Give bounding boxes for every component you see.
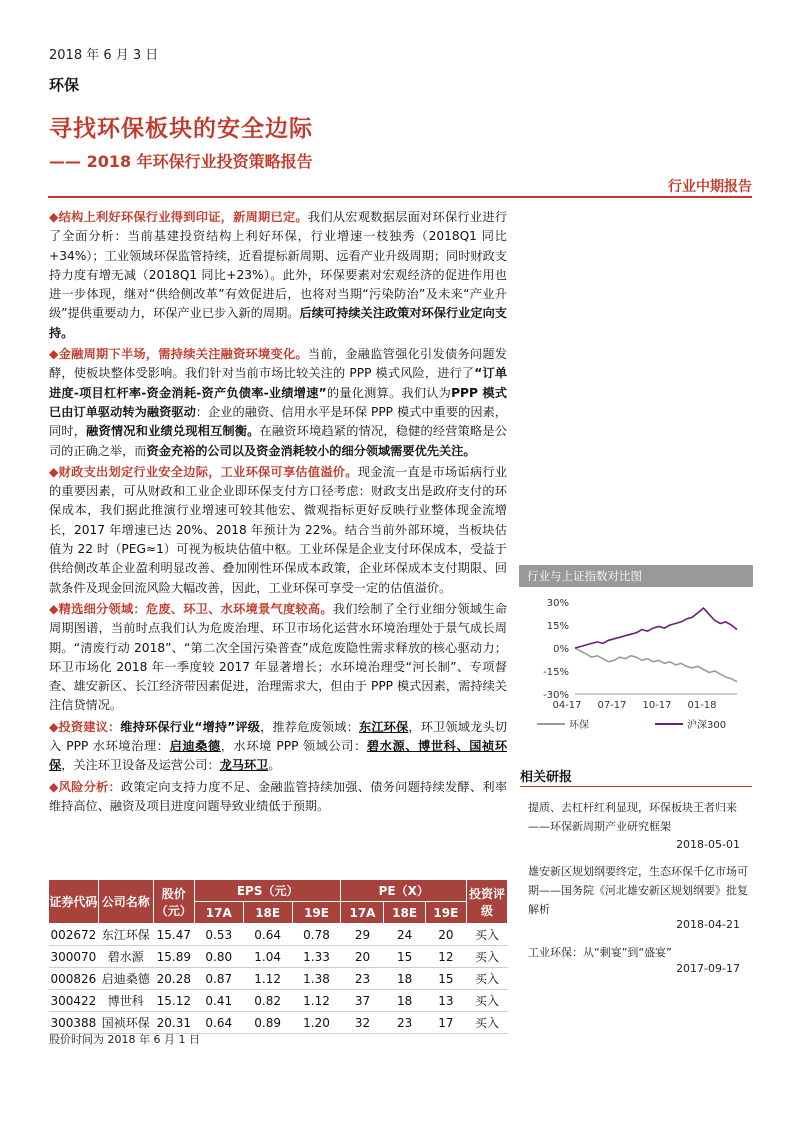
cell-name: 启迪桑德 (98, 968, 153, 990)
paragraph-lead: ◆投资建议： (49, 719, 121, 734)
related-divider (520, 786, 752, 787)
paragraph-lead: ◆金融周期下半场，需持续关注融资环境变化。 (49, 347, 308, 362)
report-title: 寻找环保板块的安全边际 (49, 116, 313, 142)
col-eps: EPS（元） (194, 880, 341, 902)
y-tick-label: 30% (546, 598, 569, 609)
cell-eps: 0.64 (243, 924, 292, 946)
series-line-huanbao (575, 648, 737, 682)
header-divider (48, 196, 752, 198)
cell-eps: 0.87 (194, 968, 243, 990)
series-line-hs300 (575, 608, 737, 648)
col-name: 公司名称 (98, 880, 153, 924)
table-row (49, 924, 508, 946)
paragraph-text: 我们绘制了全行业细分领域生命周期图谱，当前时点我们认为危废治理、环卫市场化运营水环境治理处于景气成长周期。“清废行动 2018”、“第二次全国污染普查”成危废隐性需求释放的核心驱动力；环卫市场化 2018 年一季度较 2017 年显著增长；水环境治理受“河长制”、专项督查、雄安新区、长江经济带因素促进，治理需求大，但由于 PPP 模式因素，需持续关注信贷情况。 (49, 601, 508, 713)
legend-label: 环保 (569, 720, 589, 731)
cell-name: 国祯环保 (98, 1012, 153, 1034)
related-item-date: 2017-09-17 (676, 962, 740, 975)
col-pe: PE（X） (341, 880, 467, 902)
company-link[interactable]: 启迪桑德 (169, 739, 221, 754)
paragraph-emphasis: PPP 模式已由订单驱动转为融资驱动 (49, 385, 507, 419)
y-tick-label: 15% (546, 621, 569, 632)
paragraph-emphasis: 后续可持续关注政策对环保行业定向支持。 (49, 306, 507, 340)
paragraph-text: ：企业的融资、信用水平是环保 PPP 模式中重要的因素，同时， (49, 404, 507, 439)
cell-eps: 0.64 (194, 1012, 243, 1034)
paragraph-text: 政策定向支持力度不足、金融监管持续加强、债务问题持续发酵、利率维持高位、融资及项目进度问题导致业绩低于预期。 (49, 779, 508, 813)
paragraph-lead: ◆结构上利好环保行业得到印证，新周期已定。 (49, 210, 308, 224)
legend-label: 沪深300 (687, 720, 727, 731)
cell-pe: 29 (341, 924, 384, 946)
cell-price: 15.47 (153, 924, 194, 946)
x-tick-label: 07-17 (597, 700, 627, 711)
related-item-date: 2018-05-01 (676, 838, 740, 851)
company-link[interactable]: 碧水源、博世科、国祯环保 (49, 739, 508, 773)
x-tick-label: 01-18 (687, 700, 717, 711)
related-item[interactable]: 雄安新区规划纲要终定，生态环保千亿市场可期——国务院《河北雄安新区规划纲要》批复解析 (528, 865, 748, 916)
paragraph-emphasis: 资金充裕的公司以及资金消耗较小的细分领域需要优先关注。 (146, 443, 476, 458)
table-row (49, 946, 508, 968)
paragraph-lead: ◆精选细分领域：危废、环卫、水环境景气度较高。 (49, 601, 333, 616)
cell-code: 000826 (49, 968, 99, 990)
cell-eps: 1.20 (292, 1012, 341, 1034)
cell-eps: 1.12 (243, 968, 292, 990)
cell-pe: 20 (341, 946, 384, 968)
col-pe-19e: 19E (425, 902, 466, 924)
cell-code: 300422 (49, 990, 99, 1012)
x-tick-label: 10-17 (642, 700, 672, 711)
summary-body (49, 208, 507, 818)
y-tick-label: -15% (543, 667, 569, 678)
paragraph-segments (49, 600, 507, 716)
paragraph-text: 在融资环境趋紧的情况，稳健的经营策略是公司的正确之举，而 (49, 424, 508, 458)
cell-rating: 买入 (467, 946, 508, 968)
cell-price: 20.28 (153, 968, 194, 990)
table-row (49, 968, 508, 990)
paragraph-text: 现金流一直是市场诟病行业的重要因素，可从财政和工业企业即环保支付方口径考虑：财政支出是政府支付的环保成本，我们据此推演行业增速可较其他宏、微观指标更好反映行业整体现金流增长，2017 年增速已达 20%、2018 年预计为 22%。结合当前外部环境，当板块估值为 22 时（PEG≈1）可视为板块估值中枢。工业环保是企业支付环保成本，受益于供给侧改革企业盈利明显改善、叠加刚性环保成本政策，企业环保成本支付期限、回款条件及现金回流风险大幅改善，因此，工业环保可享受一定的估值溢价。 (49, 464, 508, 595)
cell-pe: 20 (425, 924, 466, 946)
cell-rating: 买入 (467, 924, 508, 946)
stock-table (48, 879, 508, 1034)
paragraph-finance (49, 345, 507, 461)
cell-eps: 0.41 (194, 990, 243, 1012)
paragraph-emphasis: “订单进度-项目杠杆率-资金消耗-资产负债率-业绩增速” (49, 366, 508, 400)
paragraph-lead: ◆财政支出划定行业安全边际，工业环保可享估值溢价。 (49, 464, 358, 479)
cell-rating: 买入 (467, 1012, 508, 1034)
company-link[interactable]: 龙马环卫 (219, 758, 269, 773)
related-item[interactable]: 提质、去杠杆红利显现，环保板块王者归来——环保新周期产业研究框架 (528, 801, 737, 833)
paragraph-emphasis: 融资情况和业绩兑现相互制衡。 (86, 424, 260, 439)
col-pe-17a: 17A (341, 902, 384, 924)
cell-price: 15.12 (153, 990, 194, 1012)
cell-eps: 0.78 (292, 924, 341, 946)
paragraph-investment (49, 718, 507, 776)
paragraph-text: ，推荐危废领域： (260, 719, 359, 734)
cell-eps: 0.89 (243, 1012, 292, 1034)
cell-rating: 买入 (467, 990, 508, 1012)
cell-price: 15.89 (153, 946, 194, 968)
cell-name: 碧水源 (98, 946, 153, 968)
paragraph-text: ，关注环卫设备及运营公司： (61, 758, 220, 773)
col-eps-18e: 18E (243, 902, 292, 924)
report-type: 行业中期报告 (668, 179, 752, 195)
cell-rating: 买入 (467, 968, 508, 990)
paragraph-text: ，水环境 PPP 领域公司： (220, 739, 367, 754)
cell-eps: 0.53 (194, 924, 243, 946)
cell-code: 002672 (49, 924, 99, 946)
col-rating: 投资评级 (467, 880, 508, 924)
cell-code: 300388 (49, 1012, 99, 1034)
col-price: 股价（元） (153, 880, 194, 924)
cell-name: 东江环保 (98, 924, 153, 946)
related-item[interactable]: 工业环保：从“剩宴”到“盛宴” (528, 946, 672, 959)
paragraph-text: 的量化测算。我们认为 (326, 385, 452, 400)
report-date: 2018 年 6 月 3 日 (49, 48, 159, 63)
cell-pe: 17 (425, 1012, 466, 1034)
cell-eps: 1.12 (292, 990, 341, 1012)
cell-eps: 1.38 (292, 968, 341, 990)
cell-pe: 15 (384, 946, 425, 968)
cell-eps: 0.80 (194, 946, 243, 968)
cell-price: 20.31 (153, 1012, 194, 1034)
x-tick-label: 04-17 (552, 700, 582, 711)
paragraph-lead: ◆风险分析： (49, 779, 121, 794)
table-note: 股价时间为 2018 年 6 月 1 日 (49, 1033, 200, 1046)
cell-pe: 23 (341, 968, 384, 990)
paragraph-text: ，环卫领域龙头切入 PPP 水环境治理： (49, 719, 508, 754)
cell-pe: 24 (384, 924, 425, 946)
col-code: 证券代码 (49, 880, 99, 924)
cell-pe: 18 (384, 968, 425, 990)
paragraph-emphasis: 维持环保行业“增持”评级 (120, 719, 261, 734)
cell-pe: 23 (384, 1012, 425, 1034)
cell-code: 300070 (49, 946, 99, 968)
paragraph-text: 我们从宏观数据层面对环保行业进行了全面分析：当前基建投资结构上利好环保，行业增速一枝独秀（2018Q1 同比+34%）；工业领域环保监管持续，近看提标新周期、远看产业升级周期；同时财政支持力度有增无减（2018Q1 同比+23%）。此外，环保要素对宏观经济的促进作用也进一步体现，继对“供给侧改革”有效促进后，也将对当期“污染防治”及未来“产业升级”提供重要动力，环保产业已步入新的周期。 (49, 210, 508, 321)
cell-eps: 0.82 (243, 990, 292, 1012)
chart-title: 行业与上证指数对比图 (519, 565, 753, 587)
cell-pe: 37 (341, 990, 384, 1012)
sector-label: 环保 (49, 76, 80, 94)
cell-eps: 1.04 (243, 946, 292, 968)
cell-pe: 32 (341, 1012, 384, 1034)
table-header-row (49, 880, 508, 902)
y-tick-label: 0% (553, 644, 569, 655)
col-eps-19e: 19E (292, 902, 341, 924)
report-subtitle: —— 2018 年环保行业投资策略报告 (49, 152, 313, 171)
paragraph-risk (49, 778, 507, 817)
cell-pe: 13 (425, 990, 466, 1012)
company-link[interactable]: 东江环保 (358, 719, 409, 734)
y-tick-label: -30% (543, 690, 569, 701)
paragraph-fiscal (49, 463, 507, 598)
related-research-title: 相关研报 (520, 770, 573, 785)
comparison-chart (519, 590, 753, 745)
paragraph-structure (49, 208, 507, 343)
table-row (49, 990, 508, 1012)
cell-pe: 18 (384, 990, 425, 1012)
cell-name: 博世科 (98, 990, 153, 1012)
cell-eps: 1.33 (292, 946, 341, 968)
cell-pe: 15 (425, 968, 466, 990)
col-pe-18e: 18E (384, 902, 425, 924)
paragraph-text: 。 (268, 758, 281, 773)
paragraph-text: 当前，金融监管强化引发债务问题发酵，使板块整体受影响。我们针对当前市场比较关注的 PPP 模式风险，进行了 (49, 347, 508, 381)
col-eps-17a: 17A (194, 902, 243, 924)
cell-pe: 12 (425, 946, 466, 968)
related-item-date: 2018-04-21 (676, 918, 740, 931)
